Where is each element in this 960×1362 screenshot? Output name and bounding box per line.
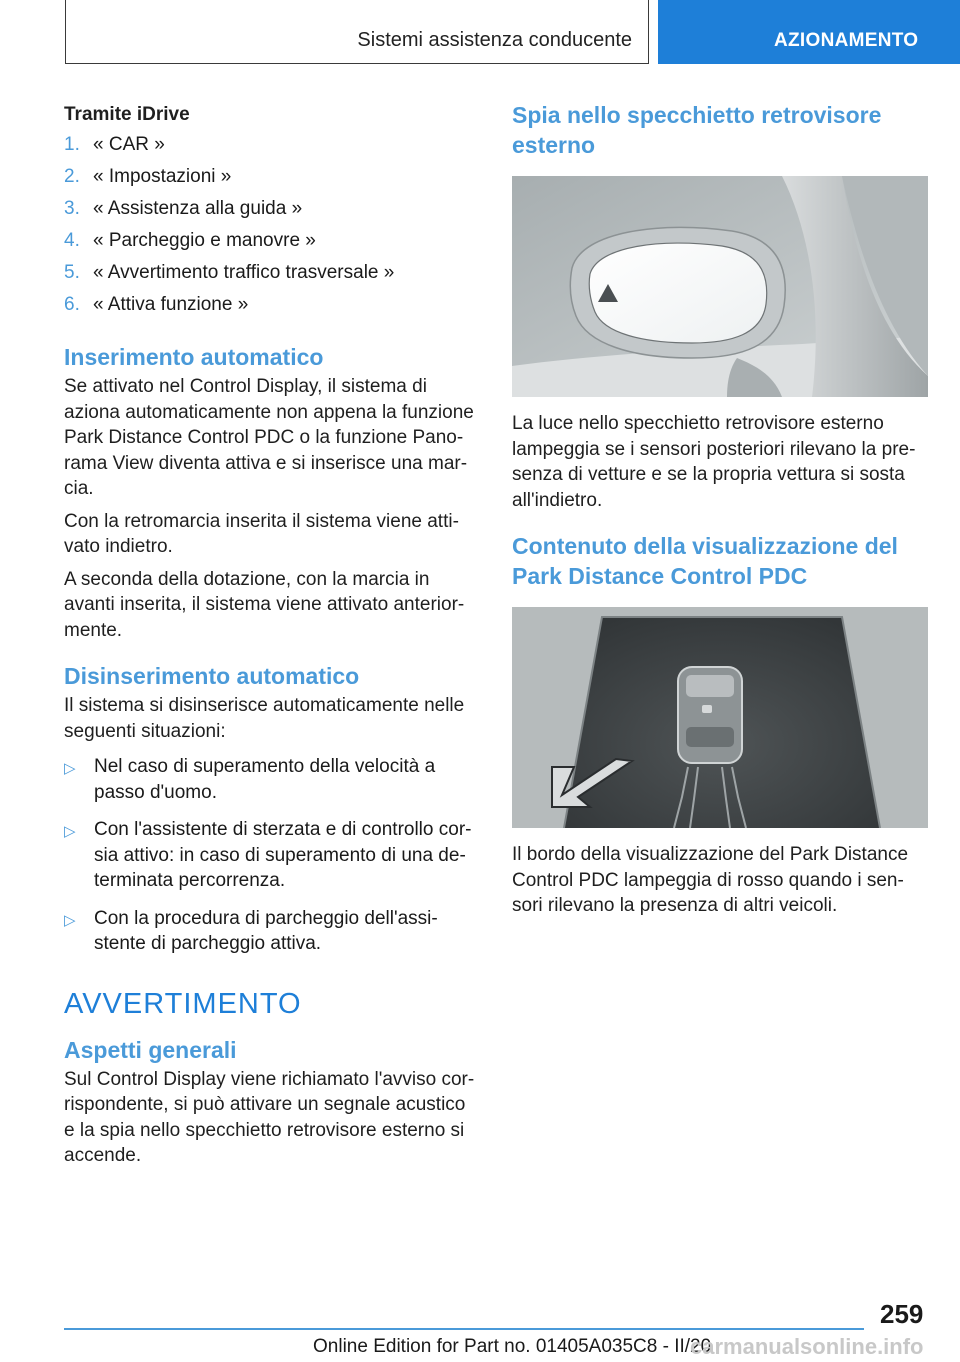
bullet-item [64,754,479,805]
left-column [64,100,479,1176]
bullet-text: Con la procedura di parcheggio dell'assistente di parcheggio attiva. [94,907,438,954]
footer-rule [64,1328,864,1330]
triangle-bullet-icon: ▷ [64,760,76,777]
auto-on-title: Inserimento automatico [64,344,324,370]
warning-title: AVVERTIMENTO [64,987,302,1020]
header-chapter-tab [658,0,960,64]
step-number: 3. [64,198,80,219]
mirror-paragraph-1: La luce nello specchietto retrovisore esterno lampeggia se i sensori posteriori rilevano la presenza di vetture e se la propria vettura si sosta all'indietro. [512,413,916,511]
step-item [64,260,479,292]
header-chapter-label: AZIONAMENTO [774,30,919,51]
pdc-display-illustration [512,607,928,828]
step-text: « CAR » [93,134,165,155]
auto-on-paragraph-1: Se attivato nel Control Display, il sistema di aziona automaticamente non appena la funzione Park Distance Control PDC o la funzione Panorama View diventa attiva e si inserisce una marcia. [64,376,474,499]
step-item [64,196,479,228]
auto-off-paragraph-1: Il sistema si disinserisce automaticamente nelle seguenti situazioni: [64,695,465,742]
footer-edition: Online Edition for Part no. 01405A035C8 - II/20 [313,1336,712,1357]
step-number: 4. [64,230,80,251]
bullet-text: Con l'assistente di sterzata e di controllo corsia attivo: in caso di superamento di una determinata percorrenza. [94,819,472,891]
auto-off-title: Disinserimento automatico [64,663,360,689]
page-number: 259 [880,1299,924,1329]
auto-off-bullets [64,754,479,957]
step-text: « Parcheggio e manovre » [93,230,316,251]
step-item [64,228,479,260]
triangle-bullet-icon: ▷ [64,911,76,929]
bullet-text: Nel caso di superamento della velocità a passo d'uomo. [94,756,436,803]
step-number: 1. [64,134,80,155]
idrive-heading: Tramite iDrive [64,104,190,125]
step-item [64,292,479,324]
step-text: « Impostazioni » [93,166,232,187]
general-title: Aspetti generali [64,1036,237,1063]
header-section-tab [65,0,649,64]
triangle-bullet-icon: ▷ [64,823,76,840]
step-number: 2. [64,166,80,187]
step-text: « Attiva funzione » [93,294,249,315]
auto-on-paragraph-2: Con la retromarcia inserita il sistema viene attivato indietro. [64,510,459,557]
watermark: carmanualsonline.info [690,1334,924,1359]
right-column [512,100,928,926]
step-item [64,132,479,164]
step-text: « Avvertimento traffico trasversale » [93,262,395,283]
auto-on-paragraph-3: A seconda della dotazione, con la marcia in avanti inserita, il sistema viene attivato anteriormente. [64,568,465,641]
step-number: 6. [64,294,80,315]
pdc-title: Contenuto della visualizzazione del Park Distance Control PDC [512,533,898,589]
mirror-title: Spia nello specchietto retrovisore esterno [512,102,882,158]
bullet-item [64,906,479,957]
step-item [64,164,479,196]
idrive-steps [64,132,479,324]
step-number: 5. [64,262,80,283]
header-section-label: Sistemi assistenza conducente [357,29,632,51]
mirror-illustration [512,176,928,397]
general-paragraph-1: Sul Control Display viene richiamato l'avviso corrispondente, si può attivare un segnale acustico e la spia nello specchietto retrovisore esterno si accende. [64,1068,475,1166]
step-text: « Assistenza alla guida » [93,198,303,219]
bullet-item [64,817,479,894]
pdc-paragraph-1: Il bordo della visualizzazione del Park Distance Control PDC lampeggia di rosso quando i sensori rilevano la presenza di altri veicoli. [512,844,909,916]
